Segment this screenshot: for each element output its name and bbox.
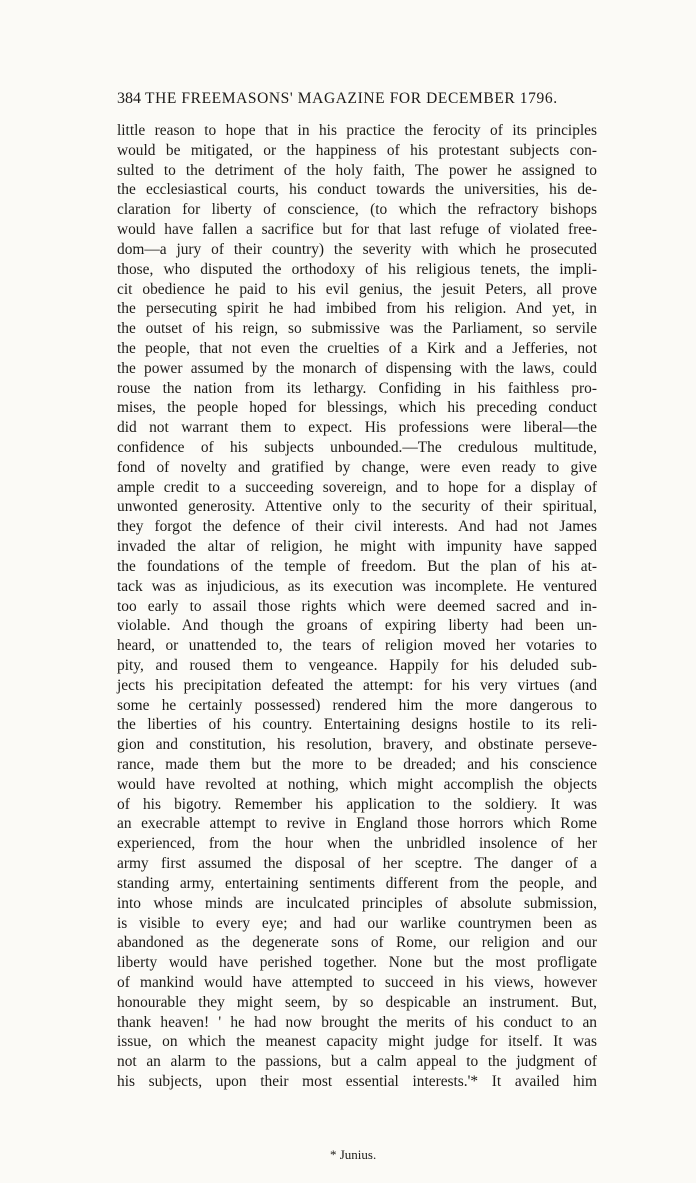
text-line: cit obedience he paid to his evil genius, the jesuit Peters, all prove bbox=[117, 280, 597, 298]
text-line: the liberties of his country. Entertaining designs hostile to its reli- bbox=[117, 716, 597, 734]
text-line: of mankind would have attempted to succeed in his views, however bbox=[117, 973, 597, 991]
text-line: an execrable attempt to revive in England those horrors which Rome bbox=[117, 815, 597, 833]
text-line: would have revolted at nothing, which might accomplish the objects bbox=[117, 775, 597, 793]
text-line: honourable they might seem, by so despicable an instrument. But, bbox=[117, 993, 597, 1011]
text-line: heard, or unattended to, the tears of religion moved her votaries to bbox=[117, 637, 597, 655]
text-line: the ecclesiastical courts, his conduct towards the universities, his de- bbox=[117, 181, 597, 199]
text-line: confidence of his subjects unbounded.—The credulous multitude, bbox=[117, 439, 597, 456]
text-line: issue, on which the meanest capacity might judge for itself. It was bbox=[117, 1033, 597, 1051]
text-line: abandoned as the degenerate sons of Rome, our religion and our bbox=[117, 934, 597, 952]
text-line: jects his precipitation defeated the attempt: for his very virtues (and bbox=[117, 676, 597, 694]
text-line: dom—a jury of their country) the severity with which he prosecuted bbox=[117, 240, 597, 258]
text-line: not an alarm to the passions, but a calm appeal to the judgment of bbox=[117, 1053, 597, 1071]
text-line: of his bigotry. Remember his application to the soldiery. It was bbox=[117, 795, 597, 813]
text-line: sulted to the detriment of the holy faith, The power he assigned to bbox=[117, 161, 597, 179]
text-line: rouse the nation from its lethargy. Confiding in his faithless pro- bbox=[117, 379, 597, 397]
text-line: little reason to hope that in his practice the ferocity of its principles bbox=[117, 122, 597, 139]
text-line: would be mitigated, or the happiness of his protestant subjects con- bbox=[117, 141, 597, 159]
body-text bbox=[117, 121, 597, 1092]
text-line: his subjects, upon their most essential interests.'* It availed him bbox=[117, 1073, 597, 1090]
text-line: violable. And though the groans of expiring liberty had been un- bbox=[117, 617, 597, 635]
text-line: thank heaven! ' he had now brought the merits of his conduct to an bbox=[117, 1013, 597, 1031]
text-line: did not warrant them to expect. His professions were liberal—the bbox=[117, 419, 597, 437]
text-line: they forgot the defence of their civil interests. And had not James bbox=[117, 518, 597, 536]
text-line: liberty would have perished together. None but the most profligate bbox=[117, 954, 597, 972]
text-line: claration for liberty of conscience, (to which the refractory bishops bbox=[117, 201, 597, 219]
text-line: standing army, entertaining sentiments different from the people, and bbox=[117, 874, 597, 892]
text-line: into whose minds are inculcated principles of absolute submission, bbox=[117, 894, 597, 912]
text-line: the persecuting spirit he had imbibed from his religion. And yet, in bbox=[117, 300, 597, 318]
text-line: pity, and roused them to vengeance. Happily for his deluded sub- bbox=[117, 656, 597, 674]
text-line: fond of novelty and gratified by change, were even ready to give bbox=[117, 458, 597, 476]
footnote: * Junius. bbox=[330, 1147, 377, 1162]
text-line: army first assumed the disposal of her sceptre. The danger of a bbox=[117, 855, 597, 873]
text-line: the outset of his reign, so submissive was the Parliament, so servile bbox=[117, 320, 597, 338]
text-line: gion and constitution, his resolution, bravery, and obstinate perseve- bbox=[117, 736, 597, 754]
text-line: rance, made them but the more to be dreaded; and his conscience bbox=[117, 756, 597, 773]
page-number: 384 bbox=[117, 90, 141, 107]
text-line: mises, the people hoped for blessings, which his preceding conduct bbox=[117, 399, 597, 417]
text-line: the people, that not even the cruelties of a Kirk and a Jefferies, not bbox=[117, 339, 597, 357]
text-line: unwonted generosity. Attentive only to the security of their spiritual, bbox=[117, 498, 597, 516]
text-line: too early to assail those rights which were deemed sacred and in- bbox=[117, 597, 597, 615]
text-line: the foundations of the temple of freedom. But the plan of his at- bbox=[117, 557, 597, 575]
text-line: is visible to every eye; and had our warlike countrymen been as bbox=[117, 914, 597, 932]
text-line: tack was as injudicious, as its execution was incomplete. He ventured bbox=[117, 577, 597, 595]
text-line: those, who disputed the orthodoxy of his religious tenets, the impli- bbox=[117, 260, 597, 278]
text-line: some he certainly possessed) rendered him the more dangerous to bbox=[117, 696, 597, 714]
text-line: would have fallen a sacrifice but for that last refuge of violated free- bbox=[117, 221, 597, 239]
running-title: THE FREEMASONS' MAGAZINE FOR DECEMBER 1796. bbox=[145, 90, 558, 107]
running-header bbox=[117, 90, 597, 108]
text-line: ample credit to a succeeding sovereign, and to hope for a display of bbox=[117, 478, 597, 496]
text-line: invaded the altar of religion, he might with impunity have sapped bbox=[117, 538, 597, 556]
text-line: experienced, from the hour when the unbridled insolence of her bbox=[117, 835, 597, 853]
text-line: the power assumed by the monarch of dispensing with the laws, could bbox=[117, 359, 597, 377]
